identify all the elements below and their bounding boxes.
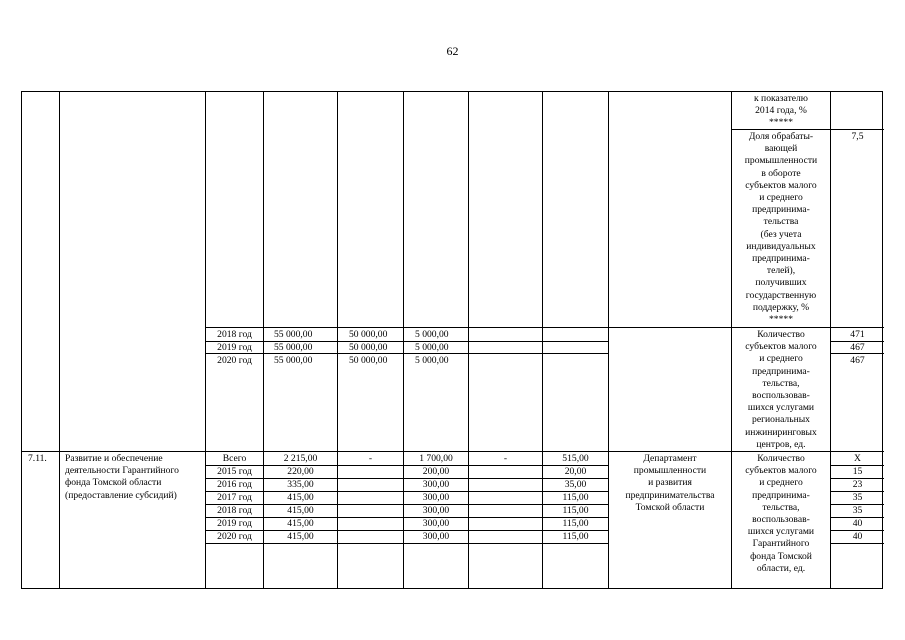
indicator-value: X <box>854 453 861 464</box>
indicator-value: 467 <box>850 342 865 353</box>
indicator-text-top: к показателю 2014 года, % ***** <box>754 93 808 129</box>
regional-cell: 5 000,00 <box>415 329 449 340</box>
year-cell: 2020 год <box>217 531 252 542</box>
row-line <box>205 341 608 342</box>
item-number: 7.11. <box>28 453 47 464</box>
indicator-value: 471 <box>850 329 865 340</box>
extra-cell: 115,00 <box>562 492 589 503</box>
year-cell: 2016 год <box>217 479 252 490</box>
indicator-text-engineering: Количество субъектов малого и среднего предпринима- тельства, воспользовав- шихся услугами региональных инжиниринговых центров, ед. <box>745 329 817 450</box>
year-cell: 2018 год <box>217 329 252 340</box>
row-line <box>205 353 608 354</box>
regional-cell: 300,00 <box>422 531 450 542</box>
year-cell: 2015 год <box>217 466 252 477</box>
local-dash: - <box>503 453 508 464</box>
federal-cell: 50 000,00 <box>349 355 388 366</box>
extra-cell: 115,00 <box>562 518 589 529</box>
federal-dash: - <box>368 453 373 464</box>
regional-cell: 300,00 <box>422 505 450 516</box>
indicator-value: 467 <box>850 355 865 366</box>
extra-cell: 115,00 <box>562 531 589 542</box>
regional-cell: 5 000,00 <box>415 355 449 366</box>
year-cell: 2019 год <box>217 518 252 529</box>
regional-cell: 200,00 <box>422 466 450 477</box>
federal-cell: 50 000,00 <box>349 329 388 340</box>
federal-cell: 50 000,00 <box>349 342 388 353</box>
total-cell: 55 000,00 <box>274 329 313 340</box>
year-cell: 2020 год <box>217 355 252 366</box>
row-line <box>205 327 884 328</box>
total-cell: 415,00 <box>287 505 314 516</box>
year-cell: 2019 год <box>217 342 252 353</box>
extra-cell: 20,00 <box>564 466 587 477</box>
indicator-text-guarantee: Количество субъектов малого и среднего предпринима- тельства, воспользовав- шихся услугами Гарантийного фонда Томской области, ед. <box>745 453 817 574</box>
col-line <box>468 92 469 588</box>
indicator-value: 15 <box>852 466 863 477</box>
year-cell: 2017 год <box>217 492 252 503</box>
col-line <box>59 92 60 588</box>
extra-cell: 115,00 <box>562 505 589 516</box>
total-cell: 2 215,00 <box>283 453 318 464</box>
regional-cell: 1 700,00 <box>419 453 453 464</box>
indicator-value: 40 <box>852 518 863 529</box>
indicator-value: 35 <box>852 505 863 516</box>
total-cell: 415,00 <box>287 492 314 503</box>
regional-cell: 300,00 <box>422 518 450 529</box>
indicator-value: 23 <box>852 479 863 490</box>
total-cell: 335,00 <box>287 479 314 490</box>
year-cell: 2018 год <box>217 505 252 516</box>
total-cell: 55 000,00 <box>274 355 313 366</box>
indicator-value: 40 <box>852 531 863 542</box>
executor-cell: Департамент промышленности и развития предпринимательства Томской области <box>625 453 715 513</box>
page-number: 62 <box>446 44 459 58</box>
total-cell: 415,00 <box>287 518 314 529</box>
budget-table <box>21 91 883 589</box>
total-cell: 220,00 <box>287 466 314 477</box>
col-line <box>337 92 338 588</box>
indicator-value: 35 <box>852 492 863 503</box>
indicator-value: 7,5 <box>851 131 864 142</box>
regional-cell: 300,00 <box>422 492 450 503</box>
row-line <box>22 451 884 452</box>
item-name: Развитие и обеспечение деятельности Гарантийного фонда Томской области (предоставление субсидий) <box>65 453 179 501</box>
extra-cell: 515,00 <box>562 453 589 464</box>
year-cell: Всего <box>222 453 247 464</box>
regional-cell: 5 000,00 <box>415 342 449 353</box>
indicator-text-2: Доля обрабаты- вающей промышленности в обороте субъектов малого и среднего предпринима- тельства (без учета индивидуальных предпринима- телей), получивших государственную поддержку, % ***** <box>744 131 818 326</box>
extra-cell: 35,00 <box>564 479 587 490</box>
total-cell: 55 000,00 <box>274 342 313 353</box>
total-cell: 415,00 <box>287 531 314 542</box>
regional-cell: 300,00 <box>422 479 450 490</box>
